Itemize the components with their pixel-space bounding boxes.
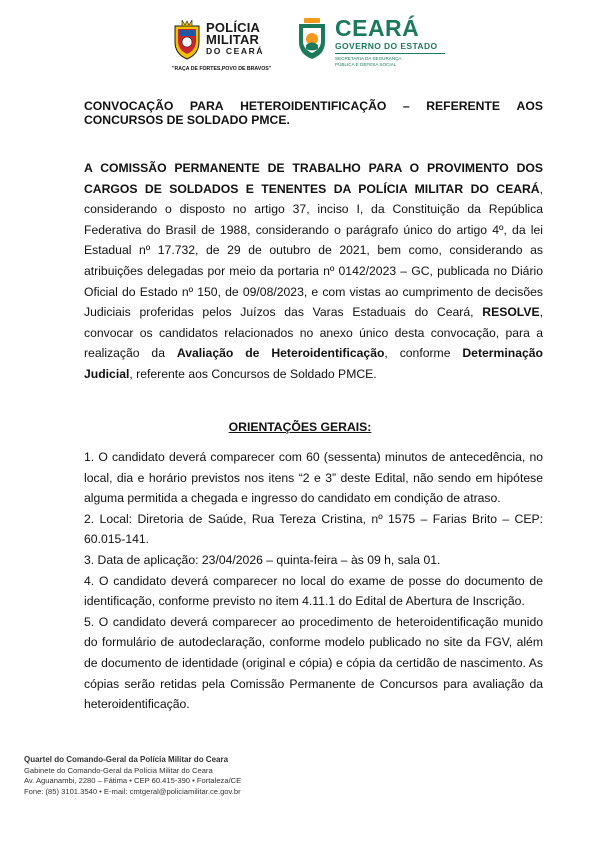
list-item: 5. O candidato deverá comparecer ao procedimento de heteroidentificação munido do formulário de autodeclaração, conforme modelo publicado no site da FGV, além de documento de identidade (original e cópia) e cópia da certidão de nascimento. As cópias serão retidas pela Comissão Permanente de Concursos para avaliação da heteroidentificação. bbox=[84, 614, 543, 712]
pm-logo bbox=[172, 20, 282, 76]
title-word: CONVOCAÇÃO bbox=[84, 99, 174, 113]
title-word: PARA bbox=[189, 99, 224, 113]
ceara-secretaria-line2: PÚBLICA E DEFESA SOCIAL bbox=[335, 62, 397, 67]
intro-paragraph bbox=[84, 158, 543, 385]
commission-name: A COMISSÃO PERMANENTE DE TRABALHO PARA O PROVIMENTO DOS CARGOS DE SOLDADOS E TENENTES DA POLÍCIA MILITAR DO CEARÁ bbox=[84, 161, 543, 196]
document-title bbox=[84, 99, 543, 127]
intro-text-1: , considerando o disposto no artigo 37, inciso I, da Constituição da República Federativa do Brasil de 1988, considerando o parágrafo único do artigo 4º, da lei Estadual nº 17.732, de 29 de outubro de 2021, bem como, considerando as atribuições delegadas por meio da portaria nº 0142/2023 – GC, publicada no Diário Oficial do Estado nº 150, de 09/08/2023, e com vistas ao cumprimento de decisões Judiciais proferidas pelos Juízos das Varas Estaduais do Ceará, bbox=[84, 181, 543, 320]
pm-title bbox=[206, 22, 264, 57]
title-word: REFERENTE bbox=[426, 99, 500, 113]
section-title: ORIENTAÇÕES GERAIS: bbox=[228, 420, 372, 434]
list-item: 4. O candidato deverá comparecer no local do exame de posse do documento de identificação, conforme previsto no item 4.11.1 do Edital de Abertura de Inscrição. bbox=[84, 573, 543, 609]
footer-line3: Av. Aguanambi, 2280 – Fátima • CEP 60.415-390 • Fortaleza/CE bbox=[24, 776, 242, 786]
title-word: HETEROIDENTIFICAÇÃO bbox=[240, 99, 387, 113]
ceara-logo bbox=[295, 16, 445, 76]
title-word: AOS bbox=[516, 99, 543, 113]
ceara-divider bbox=[335, 53, 445, 54]
evaluation-name: Avaliação de Heteroidentificação bbox=[176, 346, 385, 361]
list-item: 2. Local: Diretoria de Saúde, Rua Tereza Cristina, nº 1575 – Farias Brito – CEP: 60.015-141. bbox=[84, 511, 543, 547]
intro-text-2: , convocar os candidatos relacionados no anexo único desta convocação, para a realização da bbox=[84, 305, 543, 361]
ceara-secretaria-line1: SECRETARIA DA SEGURANÇA bbox=[335, 56, 402, 61]
list-item: 1. O candidato deverá comparecer com 60 (sessenta) minutos de antecedência, no local, dia e horário previstos nos itens “2 e 3” deste Edital, não sendo em hipótese alguma permitida a chegada e ingresso do candidato em condição de atraso. bbox=[84, 450, 543, 506]
intro-text-3: , conforme bbox=[384, 346, 463, 361]
ceara-title: CEARÁ bbox=[335, 15, 420, 41]
ceara-subtitle: GOVERNO DO ESTADO bbox=[335, 41, 438, 51]
resolve-word: RESOLVE bbox=[482, 305, 540, 320]
footer-line1: Quartel do Comando-Geral da Polícia Militar do Ceara bbox=[24, 755, 229, 764]
pm-motto: "RAÇA DE FORTES,POVO DE BRAVOS" bbox=[172, 66, 272, 72]
pm-crest-icon bbox=[172, 20, 202, 60]
footer-line2: Gabinete do Comando-Geral da Polícia Militar do Ceara bbox=[24, 765, 213, 775]
pm-title-line3: DO CEARÁ bbox=[206, 46, 265, 56]
page-footer bbox=[24, 755, 584, 797]
document-title-line2: CONCURSOS DE SOLDADO PMCE. bbox=[84, 113, 290, 127]
orientations-list bbox=[84, 447, 543, 715]
pm-title-line1: POLÍCIA bbox=[206, 20, 261, 35]
intro-text-4: , referente aos Concursos de Soldado PMCE. bbox=[129, 366, 377, 381]
title-word: – bbox=[402, 99, 410, 113]
footer-line4: Fone: (85) 3101.3540 • E-mail: cmtgeral@policiamilitar.ce.gov.br bbox=[24, 786, 241, 796]
ceara-emblem-icon bbox=[295, 16, 329, 60]
list-item: 3. Data de aplicação: 23/04/2026 – quinta-feira – às 09 h, sala 01. bbox=[84, 552, 441, 567]
judicial-determination: Determinação Judicial bbox=[84, 346, 543, 381]
document-title-line1 bbox=[84, 99, 543, 113]
pm-title-line2: MILITAR bbox=[206, 32, 260, 47]
ceara-secretaria bbox=[335, 56, 402, 68]
page-header bbox=[0, 14, 600, 76]
